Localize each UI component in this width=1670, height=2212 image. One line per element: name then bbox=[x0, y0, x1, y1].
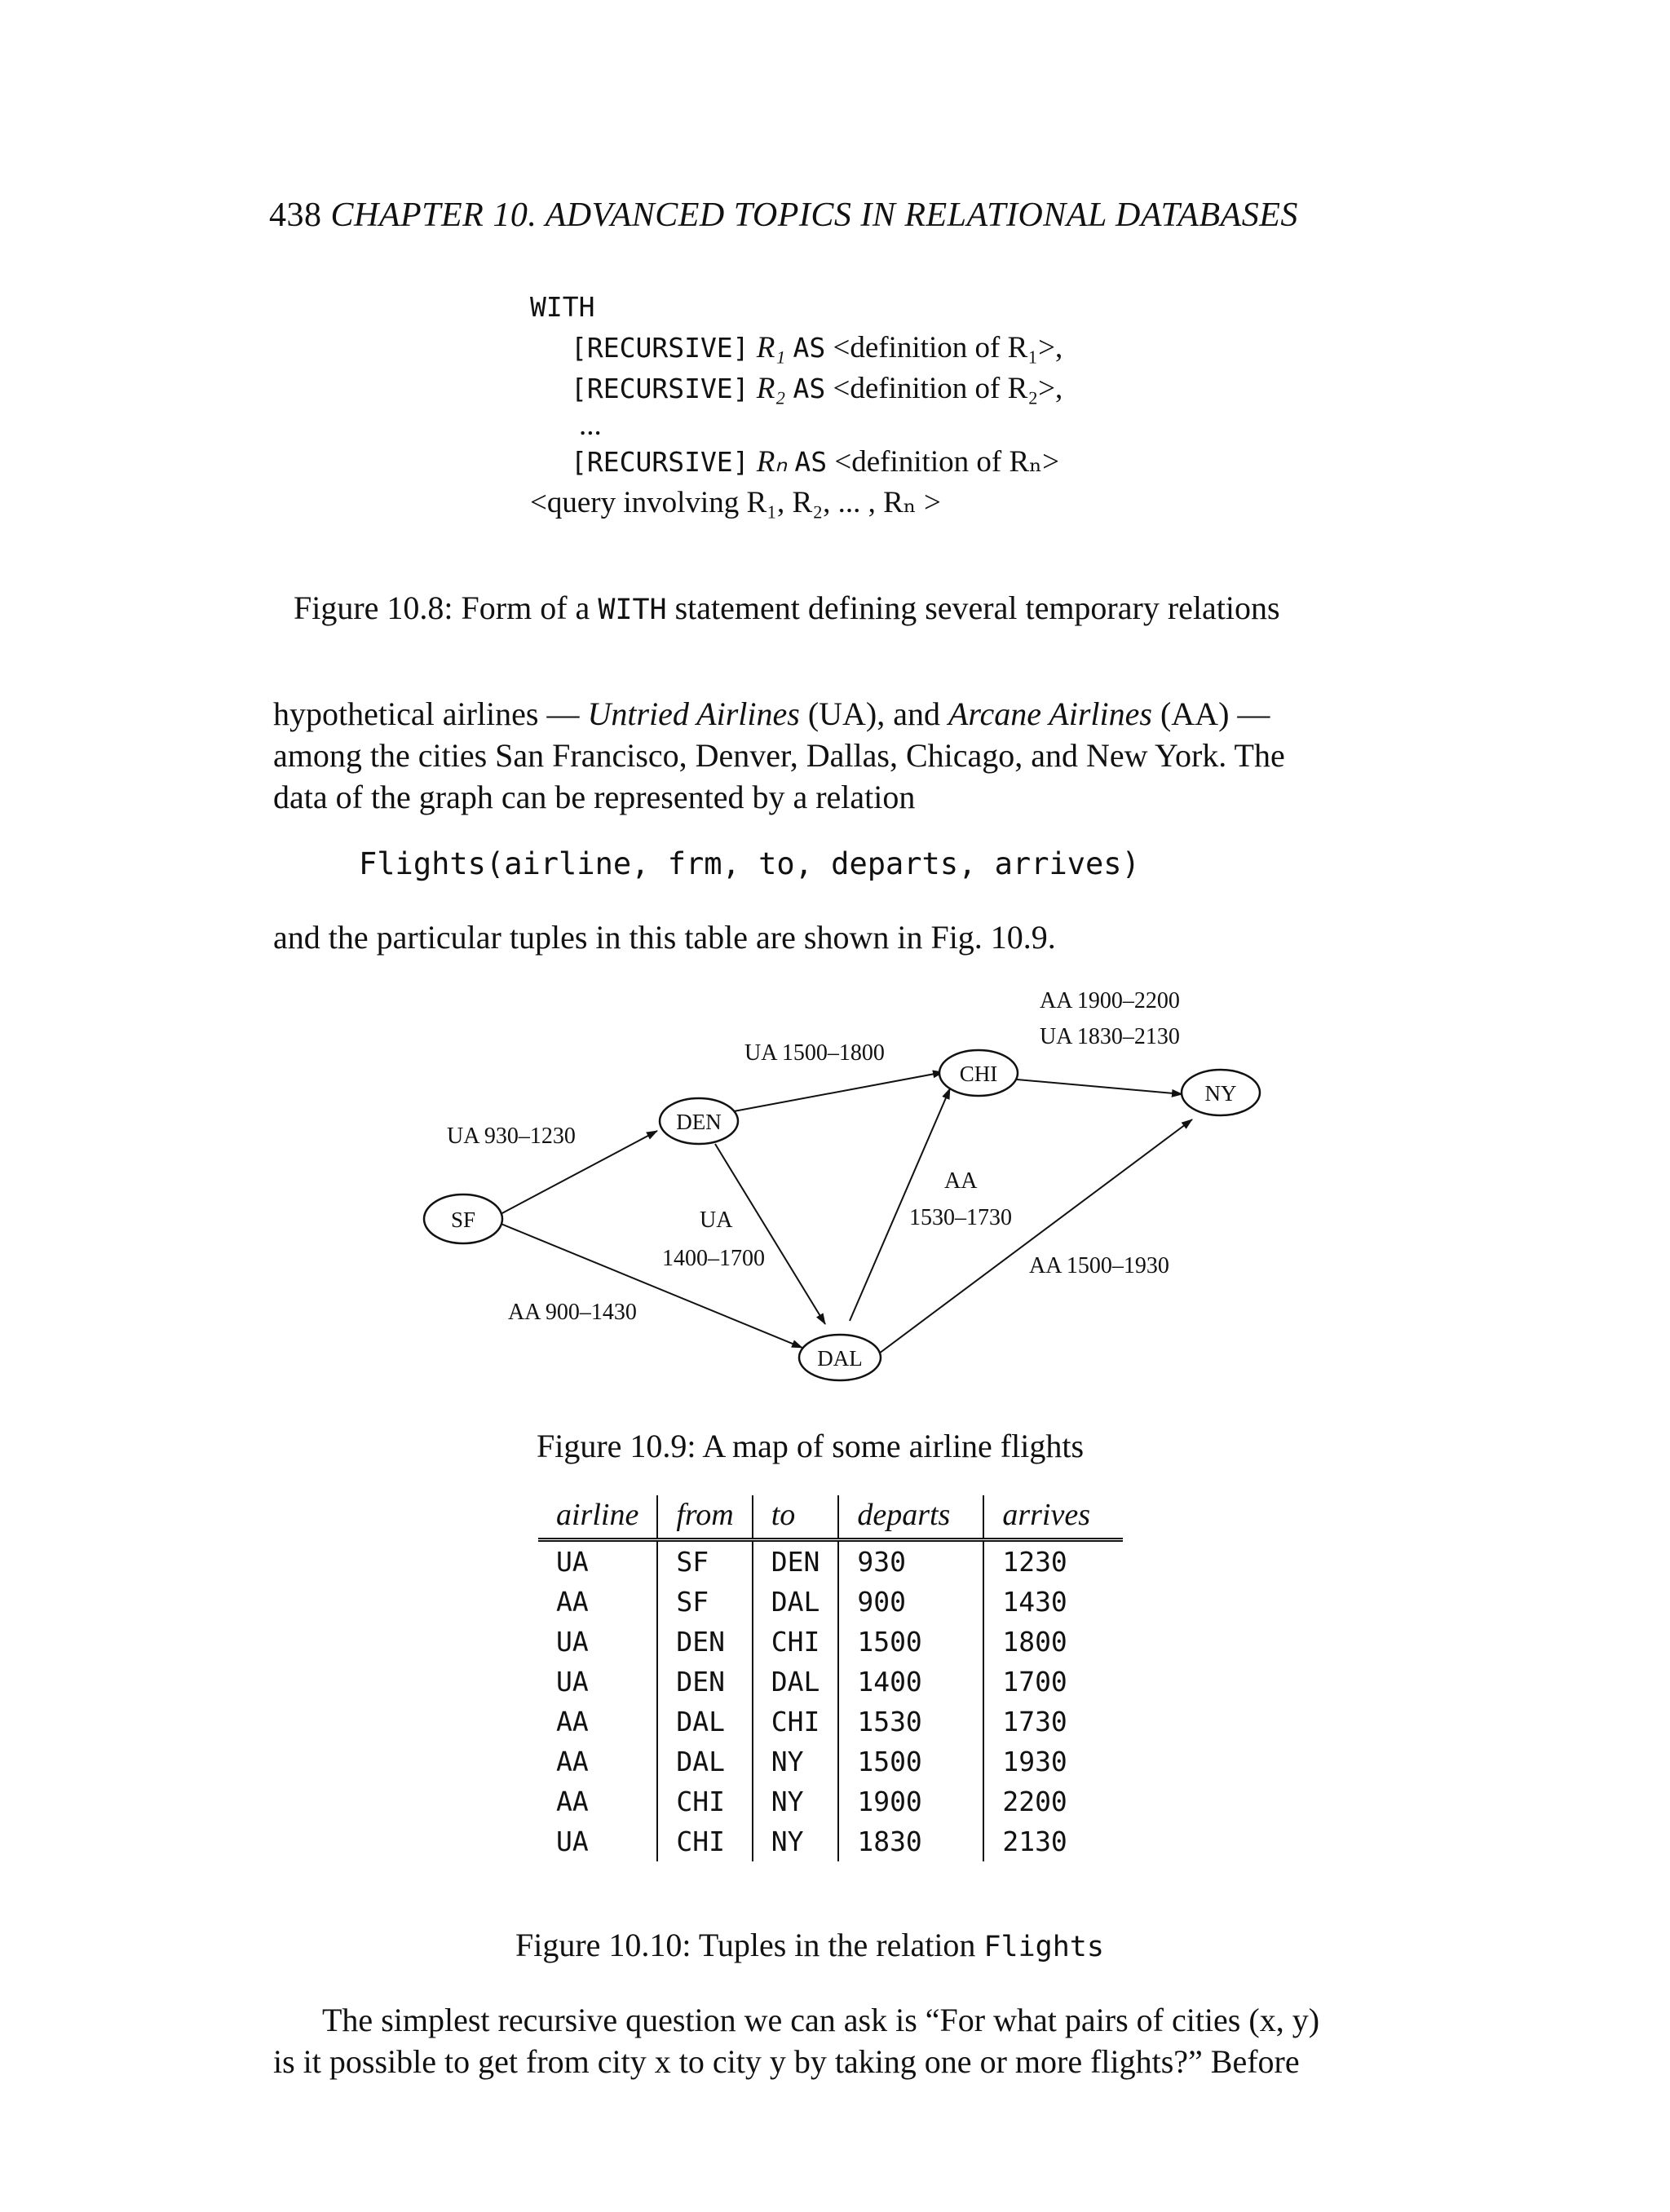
cell-from: DAL bbox=[657, 1742, 752, 1782]
edge-label-den-chi: UA 1500–1800 bbox=[744, 1040, 885, 1066]
table-row bbox=[538, 1782, 1123, 1821]
body-paragraph-3 bbox=[273, 1999, 1407, 2082]
running-header bbox=[269, 196, 1298, 235]
flights-schema: Flights(airline, frm, to, departs, arrives) bbox=[359, 846, 1140, 881]
edge-label-sf-den: UA 930–1230 bbox=[447, 1124, 576, 1149]
figure-10-10-caption bbox=[515, 1926, 1104, 1964]
definition-rn: <definition of Rₙ> bbox=[834, 445, 1059, 479]
cell-arrives: 1730 bbox=[983, 1702, 1123, 1742]
column-header-airline: airline bbox=[538, 1495, 657, 1540]
cell-departs: 1830 bbox=[838, 1821, 983, 1861]
cell-departs: 1500 bbox=[838, 1742, 983, 1782]
cell-departs: 1900 bbox=[838, 1782, 983, 1821]
cell-from: CHI bbox=[657, 1821, 752, 1861]
cell-departs: 1400 bbox=[838, 1662, 983, 1702]
with-statement-form bbox=[530, 287, 1063, 523]
column-header-arrives: arrives bbox=[983, 1495, 1123, 1540]
figure-10-8-caption bbox=[294, 589, 1280, 627]
table-row bbox=[538, 1821, 1123, 1861]
chapter-title: CHAPTER 10. ADVANCED TOPICS IN RELATIONAL DATABASES bbox=[330, 196, 1298, 234]
paragraph-line: data of the graph can be represented by a relation bbox=[273, 779, 916, 815]
with-keyword: WITH bbox=[530, 291, 595, 323]
edge-den-chi bbox=[734, 1072, 943, 1111]
flights-table bbox=[538, 1495, 1123, 1861]
cell-airline: AA bbox=[556, 1706, 589, 1737]
edge-label-den-dal-2: 1400–1700 bbox=[662, 1246, 765, 1271]
cell-arrives: 1700 bbox=[983, 1662, 1123, 1702]
page-number: 438 bbox=[269, 196, 322, 234]
edge-den-dal bbox=[715, 1144, 825, 1324]
cell-departs: 1500 bbox=[838, 1622, 983, 1662]
column-header-to: to bbox=[753, 1495, 839, 1540]
cell-from: DEN bbox=[657, 1622, 752, 1662]
table-header-row bbox=[538, 1495, 1123, 1540]
cell-from: SF bbox=[657, 1582, 752, 1622]
column-header-departs: departs bbox=[838, 1495, 983, 1540]
cell-to: DEN bbox=[753, 1540, 839, 1583]
node-label-den: DEN bbox=[676, 1110, 722, 1134]
cell-to: CHI bbox=[753, 1622, 839, 1662]
caption-text-after: statement defining several temporary relations bbox=[674, 589, 1280, 626]
paragraph-line bbox=[273, 693, 1407, 735]
recursive-keyword: [RECURSIVE] bbox=[571, 373, 749, 404]
edge-label-sf-dal: AA 900–1430 bbox=[508, 1300, 637, 1325]
body-paragraph-1 bbox=[273, 693, 1407, 818]
cell-to: NY bbox=[753, 1782, 839, 1821]
recursive-keyword: [RECURSIVE] bbox=[571, 446, 749, 478]
table-row bbox=[538, 1582, 1123, 1622]
cell-to: CHI bbox=[753, 1702, 839, 1742]
cell-from: SF bbox=[657, 1540, 752, 1583]
cell-airline: UA bbox=[556, 1546, 589, 1578]
relation-r1: R₁ bbox=[756, 331, 786, 364]
definition-r2: <definition of R₂>, bbox=[833, 372, 1063, 405]
relation-rn: Rₙ bbox=[756, 445, 788, 479]
cell-from: DEN bbox=[657, 1662, 752, 1702]
query-line: <query involving R₁, R₂, ... , Rₙ > bbox=[530, 486, 941, 519]
airline-name: Arcane Airlines bbox=[948, 695, 1152, 732]
relation-r2: R₂ bbox=[756, 372, 786, 405]
table-row bbox=[538, 1702, 1123, 1742]
cell-airline: UA bbox=[556, 1666, 589, 1698]
cell-arrives: 2200 bbox=[983, 1782, 1123, 1821]
cell-to: DAL bbox=[753, 1662, 839, 1702]
cell-from: DAL bbox=[657, 1702, 752, 1742]
paragraph-line: is it possible to get from city x to city y by taking one or more flights?” Before bbox=[273, 2043, 1300, 2080]
edge-label-den-dal-1: UA bbox=[700, 1208, 733, 1233]
body-paragraph-2: and the particular tuples in this table are shown in Fig. 10.9. bbox=[273, 919, 1056, 956]
caption-label: Figure 10.8: bbox=[294, 589, 453, 626]
flight-map-graph bbox=[0, 970, 1670, 1411]
node-label-sf: SF bbox=[450, 1208, 476, 1232]
airline-name: Untried Airlines bbox=[587, 695, 800, 732]
recursive-keyword: [RECURSIVE] bbox=[571, 332, 749, 364]
cell-departs: 1530 bbox=[838, 1702, 983, 1742]
cell-to: NY bbox=[753, 1821, 839, 1861]
cell-departs: 900 bbox=[838, 1582, 983, 1622]
column-header-from: from bbox=[657, 1495, 752, 1540]
edge-label-dal-chi-2: 1530–1730 bbox=[909, 1205, 1012, 1230]
as-keyword: AS bbox=[794, 446, 828, 478]
caption-code: WITH bbox=[598, 594, 667, 626]
caption-text-before: Form of a bbox=[461, 589, 590, 626]
table-row bbox=[538, 1662, 1123, 1702]
cell-departs: 930 bbox=[838, 1540, 983, 1583]
cell-arrives: 1430 bbox=[983, 1582, 1123, 1622]
cell-airline: AA bbox=[556, 1786, 589, 1817]
ellipsis: ... bbox=[579, 408, 602, 442]
edge-sf-dal bbox=[499, 1223, 802, 1348]
caption-code: Flights bbox=[983, 1931, 1104, 1963]
node-label-chi: CHI bbox=[959, 1062, 998, 1086]
cell-from: CHI bbox=[657, 1782, 752, 1821]
cell-arrives: 1800 bbox=[983, 1622, 1123, 1662]
caption-label: Figure 10.10: Tuples in the relation bbox=[515, 1927, 976, 1963]
edge-label-dal-chi-1: AA bbox=[944, 1168, 978, 1194]
cell-arrives: 1930 bbox=[983, 1742, 1123, 1782]
cell-to: DAL bbox=[753, 1582, 839, 1622]
text-run: (AA) — bbox=[1151, 695, 1270, 732]
edge-label-chi-ny-2: UA 1830–2130 bbox=[1040, 1024, 1180, 1049]
edge-chi-ny bbox=[1017, 1080, 1182, 1094]
as-keyword: AS bbox=[793, 332, 826, 364]
text-run: (UA), and bbox=[799, 695, 948, 732]
edge-dal-ny bbox=[879, 1119, 1192, 1353]
cell-arrives: 1230 bbox=[983, 1540, 1123, 1583]
paragraph-line: among the cities San Francisco, Denver, Dallas, Chicago, and New York. The bbox=[273, 737, 1285, 774]
table-row bbox=[538, 1622, 1123, 1662]
definition-r1: <definition of R₁>, bbox=[833, 331, 1063, 364]
edge-label-chi-ny-1: AA 1900–2200 bbox=[1040, 988, 1180, 1013]
cell-airline: AA bbox=[556, 1746, 589, 1777]
cell-airline: AA bbox=[556, 1586, 589, 1618]
cell-airline: UA bbox=[556, 1826, 589, 1857]
paragraph-line: The simplest recursive question we can ask is “For what pairs of cities (x, y) bbox=[322, 2002, 1320, 2038]
table-row bbox=[538, 1742, 1123, 1782]
figure-10-9-caption: Figure 10.9: A map of some airline flights bbox=[537, 1428, 1085, 1464]
cell-to: NY bbox=[753, 1742, 839, 1782]
edge-label-dal-ny: AA 1500–1930 bbox=[1029, 1253, 1169, 1278]
node-label-dal: DAL bbox=[817, 1346, 863, 1371]
text-run: hypothetical airlines — bbox=[273, 695, 588, 732]
cell-airline: UA bbox=[556, 1626, 589, 1658]
table-row bbox=[538, 1540, 1123, 1583]
cell-arrives: 2130 bbox=[983, 1821, 1123, 1861]
as-keyword: AS bbox=[793, 373, 826, 404]
node-label-ny: NY bbox=[1204, 1081, 1237, 1106]
